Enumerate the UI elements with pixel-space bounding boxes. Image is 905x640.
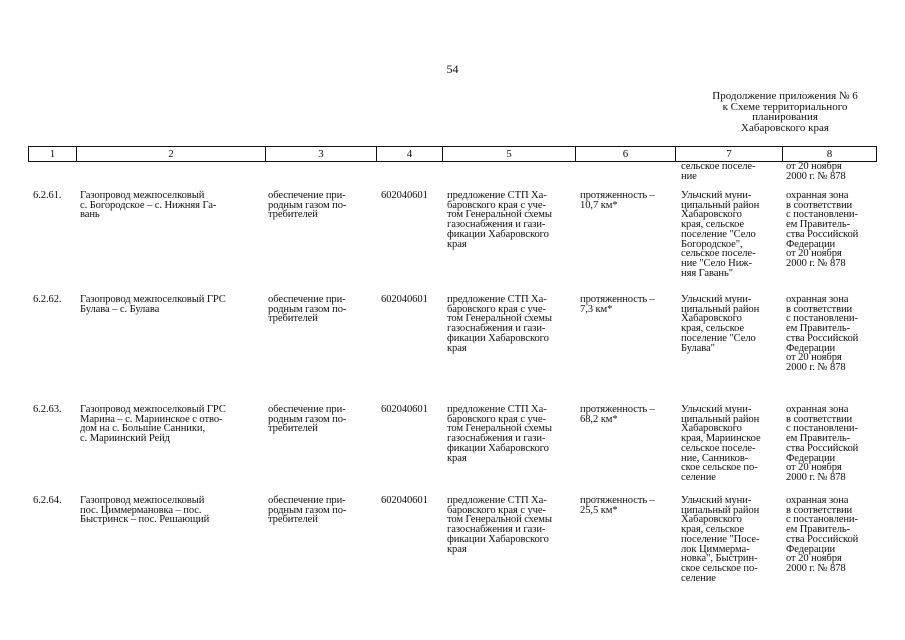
text-line: газоснабжения и гази- [447,524,546,536]
text-line: предложение СТП Ха- [447,294,547,305]
row-number: 6.2.64. [33,495,62,506]
text-line: с постановлени- [786,313,858,325]
text-line: 2000 г. № 878 [786,471,846,483]
text-line: охранная зона [786,294,849,305]
object-zone [786,295,878,373]
column-header: 8 [783,147,877,162]
text-line: края [447,452,467,464]
object-length [580,405,676,424]
object-purpose [268,191,376,220]
text-line: требителей [268,514,318,526]
text-line: Хабаровского [681,514,742,526]
text-line: Хабаровского [681,209,742,221]
text-line: предложение СТП Ха- [447,495,547,506]
object-purpose [268,405,376,434]
text-line: родным газом по- [268,504,347,516]
text-line: протяженность – [580,294,655,305]
text-line: ципальный район [681,504,760,516]
text-line: требителей [268,423,318,435]
appendix-note-line: Хабаровского края [741,121,829,134]
text-line: охранная зона [786,190,849,201]
object-name [80,496,264,525]
text-line: родным газом по- [268,199,347,211]
object-basis [447,191,577,249]
text-line: 2000 г. № 878 [786,361,846,373]
object-purpose [268,295,376,324]
text-line: фикации Хабаровского [447,228,549,240]
text-line: ципальный район [681,199,760,211]
object-code: 602040601 [381,294,428,305]
text-line: обеспечение при- [268,404,346,415]
object-length [580,496,676,515]
text-line: ем Правитель- [786,219,851,231]
text-line: Хабаровского [681,313,742,325]
text-line: сельское поселе- [681,248,756,260]
text-line: Федерации [786,452,836,464]
text-line: протяженность – [580,404,655,415]
text-line: ем Правитель- [786,323,851,335]
text-line: новка", Быстрин- [681,553,758,565]
text-line: ципальный район [681,303,760,315]
text-line: от 20 ноября [786,553,842,565]
appendix-note-line: к Схеме территориального [722,100,848,113]
text-line: ние, Санников- [681,452,749,464]
object-name [80,405,264,444]
text-line: фикации Хабаровского [447,442,549,454]
object-basis [447,405,577,463]
text-line: 2000 г. № 878 [786,257,846,269]
text-line: том Генеральной схемы [447,209,552,221]
text-line: края [447,543,467,555]
object-code: 602040601 [381,495,428,506]
object-name [80,191,264,220]
text-line: Ульчский муни- [681,294,752,305]
text-line: Быстринск – пос. Решающий [80,514,210,526]
text-line: Федерации [786,342,836,354]
text-line: Федерации [786,238,836,250]
text-line: родным газом по- [268,413,347,425]
page-number: 54 [446,62,459,76]
column-header-row [29,147,877,162]
text-line: ства Российской [786,332,859,344]
appendix-note-line: Продолжение приложения № 6 [712,90,858,102]
text-line: с постановлени- [786,514,858,526]
text-line: обеспечение при- [268,294,346,305]
text-line: в соответствии [786,303,853,315]
text-line: 2000 г. № 878 [786,170,846,182]
text-line: селение [681,572,716,584]
text-line: 10,7 км* [580,199,618,211]
text-line: вань [80,209,100,221]
appendix-note [695,91,875,133]
text-line: протяженность – [580,190,655,201]
text-line: в соответствии [786,413,853,425]
text-line: фикации Хабаровского [447,533,549,545]
text-line: Газопровод межпоселковый ГРС [80,404,226,415]
text-line: поселение "Село [681,228,756,240]
text-line: Ульчский муни- [681,404,752,415]
text-line: Ульчский муни- [681,495,752,506]
column-header: 6 [576,147,676,162]
text-line: ем Правитель- [786,433,851,445]
text-line: баровского края с уче- [447,199,546,211]
column-header: 7 [676,147,783,162]
text-line: баровского края с уче- [447,504,546,516]
text-line: от 20 ноября [786,248,842,260]
text-line: края, сельское [681,219,745,231]
text-line: 2000 г. № 878 [786,562,846,574]
text-line: ем Правитель- [786,524,851,536]
text-line: баровского края с уче- [447,413,546,425]
text-line: ние "Село Ниж- [681,257,752,269]
object-location [681,191,787,278]
object-location [681,496,787,583]
text-line: ства Российской [786,228,859,240]
text-line: требителей [268,313,318,325]
text-line: сельское поселе- [681,442,756,454]
object-zone [786,496,878,574]
text-line: поселение "Село [681,332,756,344]
text-line: ское сельское по- [681,462,758,474]
text-line: ское сельское по- [681,562,758,574]
text-line: в соответствии [786,504,853,516]
column-header: 2 [77,147,266,162]
text-line: края, сельское [681,323,745,335]
object-zone [786,405,878,483]
text-line: родным газом по- [268,303,347,315]
text-line: ние [681,170,697,182]
text-line: предложение СТП Ха- [447,404,547,415]
row-number: 6.2.61. [33,190,62,201]
text-line: сельское поселе- [681,161,756,172]
text-line: края [447,342,467,354]
text-line: поселение "Посе- [681,533,760,545]
text-line: края, Мариинское [681,433,761,445]
text-line: том Генеральной схемы [447,313,552,325]
text-line: селение [681,471,716,483]
object-zone [786,191,878,269]
column-header: 4 [377,147,443,162]
text-line: 68,2 км* [580,413,618,425]
object-basis [447,295,577,353]
text-line: ства Российской [786,533,859,545]
object-location [681,295,787,353]
appendix-note-line: планирования [752,111,818,123]
text-line: ципальный район [681,413,760,425]
text-line: Булава" [681,342,715,354]
text-line: Газопровод межпоселковый [80,495,205,506]
text-line: Ульчский муни- [681,190,752,201]
column-header: 5 [443,147,576,162]
carryover-zone [786,162,878,181]
text-line: предложение СТП Ха- [447,190,547,201]
column-header-table [28,146,877,162]
text-line: пос. Циммермановка – пос. [80,504,202,516]
text-line: от 20 ноября [786,352,842,364]
text-line: газоснабжения и гази- [447,219,546,231]
text-line: Газопровод межпоселковый [80,190,205,201]
text-line: газоснабжения и гази- [447,433,546,445]
text-line: края [447,238,467,250]
text-line: охранная зона [786,495,849,506]
row-number: 6.2.63. [33,404,62,415]
text-line: баровского края с уче- [447,303,546,315]
column-header: 3 [266,147,377,162]
text-line: Федерации [786,543,836,555]
object-purpose [268,496,376,525]
text-line: в соответствии [786,199,853,211]
text-line: протяженность – [580,495,655,506]
text-line: Булава – с. Булава [80,303,160,315]
text-line: том Генеральной схемы [447,514,552,526]
text-line: от 20 ноября [786,462,842,474]
text-line: с. Богородское – с. Нижняя Га- [80,199,217,211]
text-line: охранная зона [786,404,849,415]
object-length [580,191,676,210]
text-line: газоснабжения и гази- [447,323,546,335]
text-line: края, сельское [681,524,745,536]
text-line: обеспечение при- [268,190,346,201]
text-line: дом на с. Большие Санники, [80,423,206,435]
text-line: фикации Хабаровского [447,332,549,344]
object-length [580,295,676,314]
text-line: Богородское", [681,238,743,250]
object-code: 602040601 [381,190,428,201]
text-line: 25,5 км* [580,504,618,516]
text-line: лок Циммерма- [681,543,750,555]
text-line: няя Гавань" [681,267,733,279]
text-line: 7,3 км* [580,303,613,315]
column-header: 1 [29,147,77,162]
object-code: 602040601 [381,404,428,415]
text-line: от 20 ноября [786,161,842,172]
row-number: 6.2.62. [33,294,62,305]
text-line: том Генеральной схемы [447,423,552,435]
carryover-location [681,162,787,181]
text-line: с постановлени- [786,423,858,435]
text-line: требителей [268,209,318,221]
text-line: ства Российской [786,442,859,454]
text-line: с. Мариинский Рейд [80,433,170,445]
object-basis [447,496,577,554]
object-name [80,295,264,314]
text-line: с постановлени- [786,209,858,221]
text-line: Марина – с. Мариинское с отво- [80,413,223,425]
text-line: Хабаровского [681,423,742,435]
object-location [681,405,787,483]
text-line: обеспечение при- [268,495,346,506]
text-line: Газопровод межпоселковый ГРС [80,294,226,305]
